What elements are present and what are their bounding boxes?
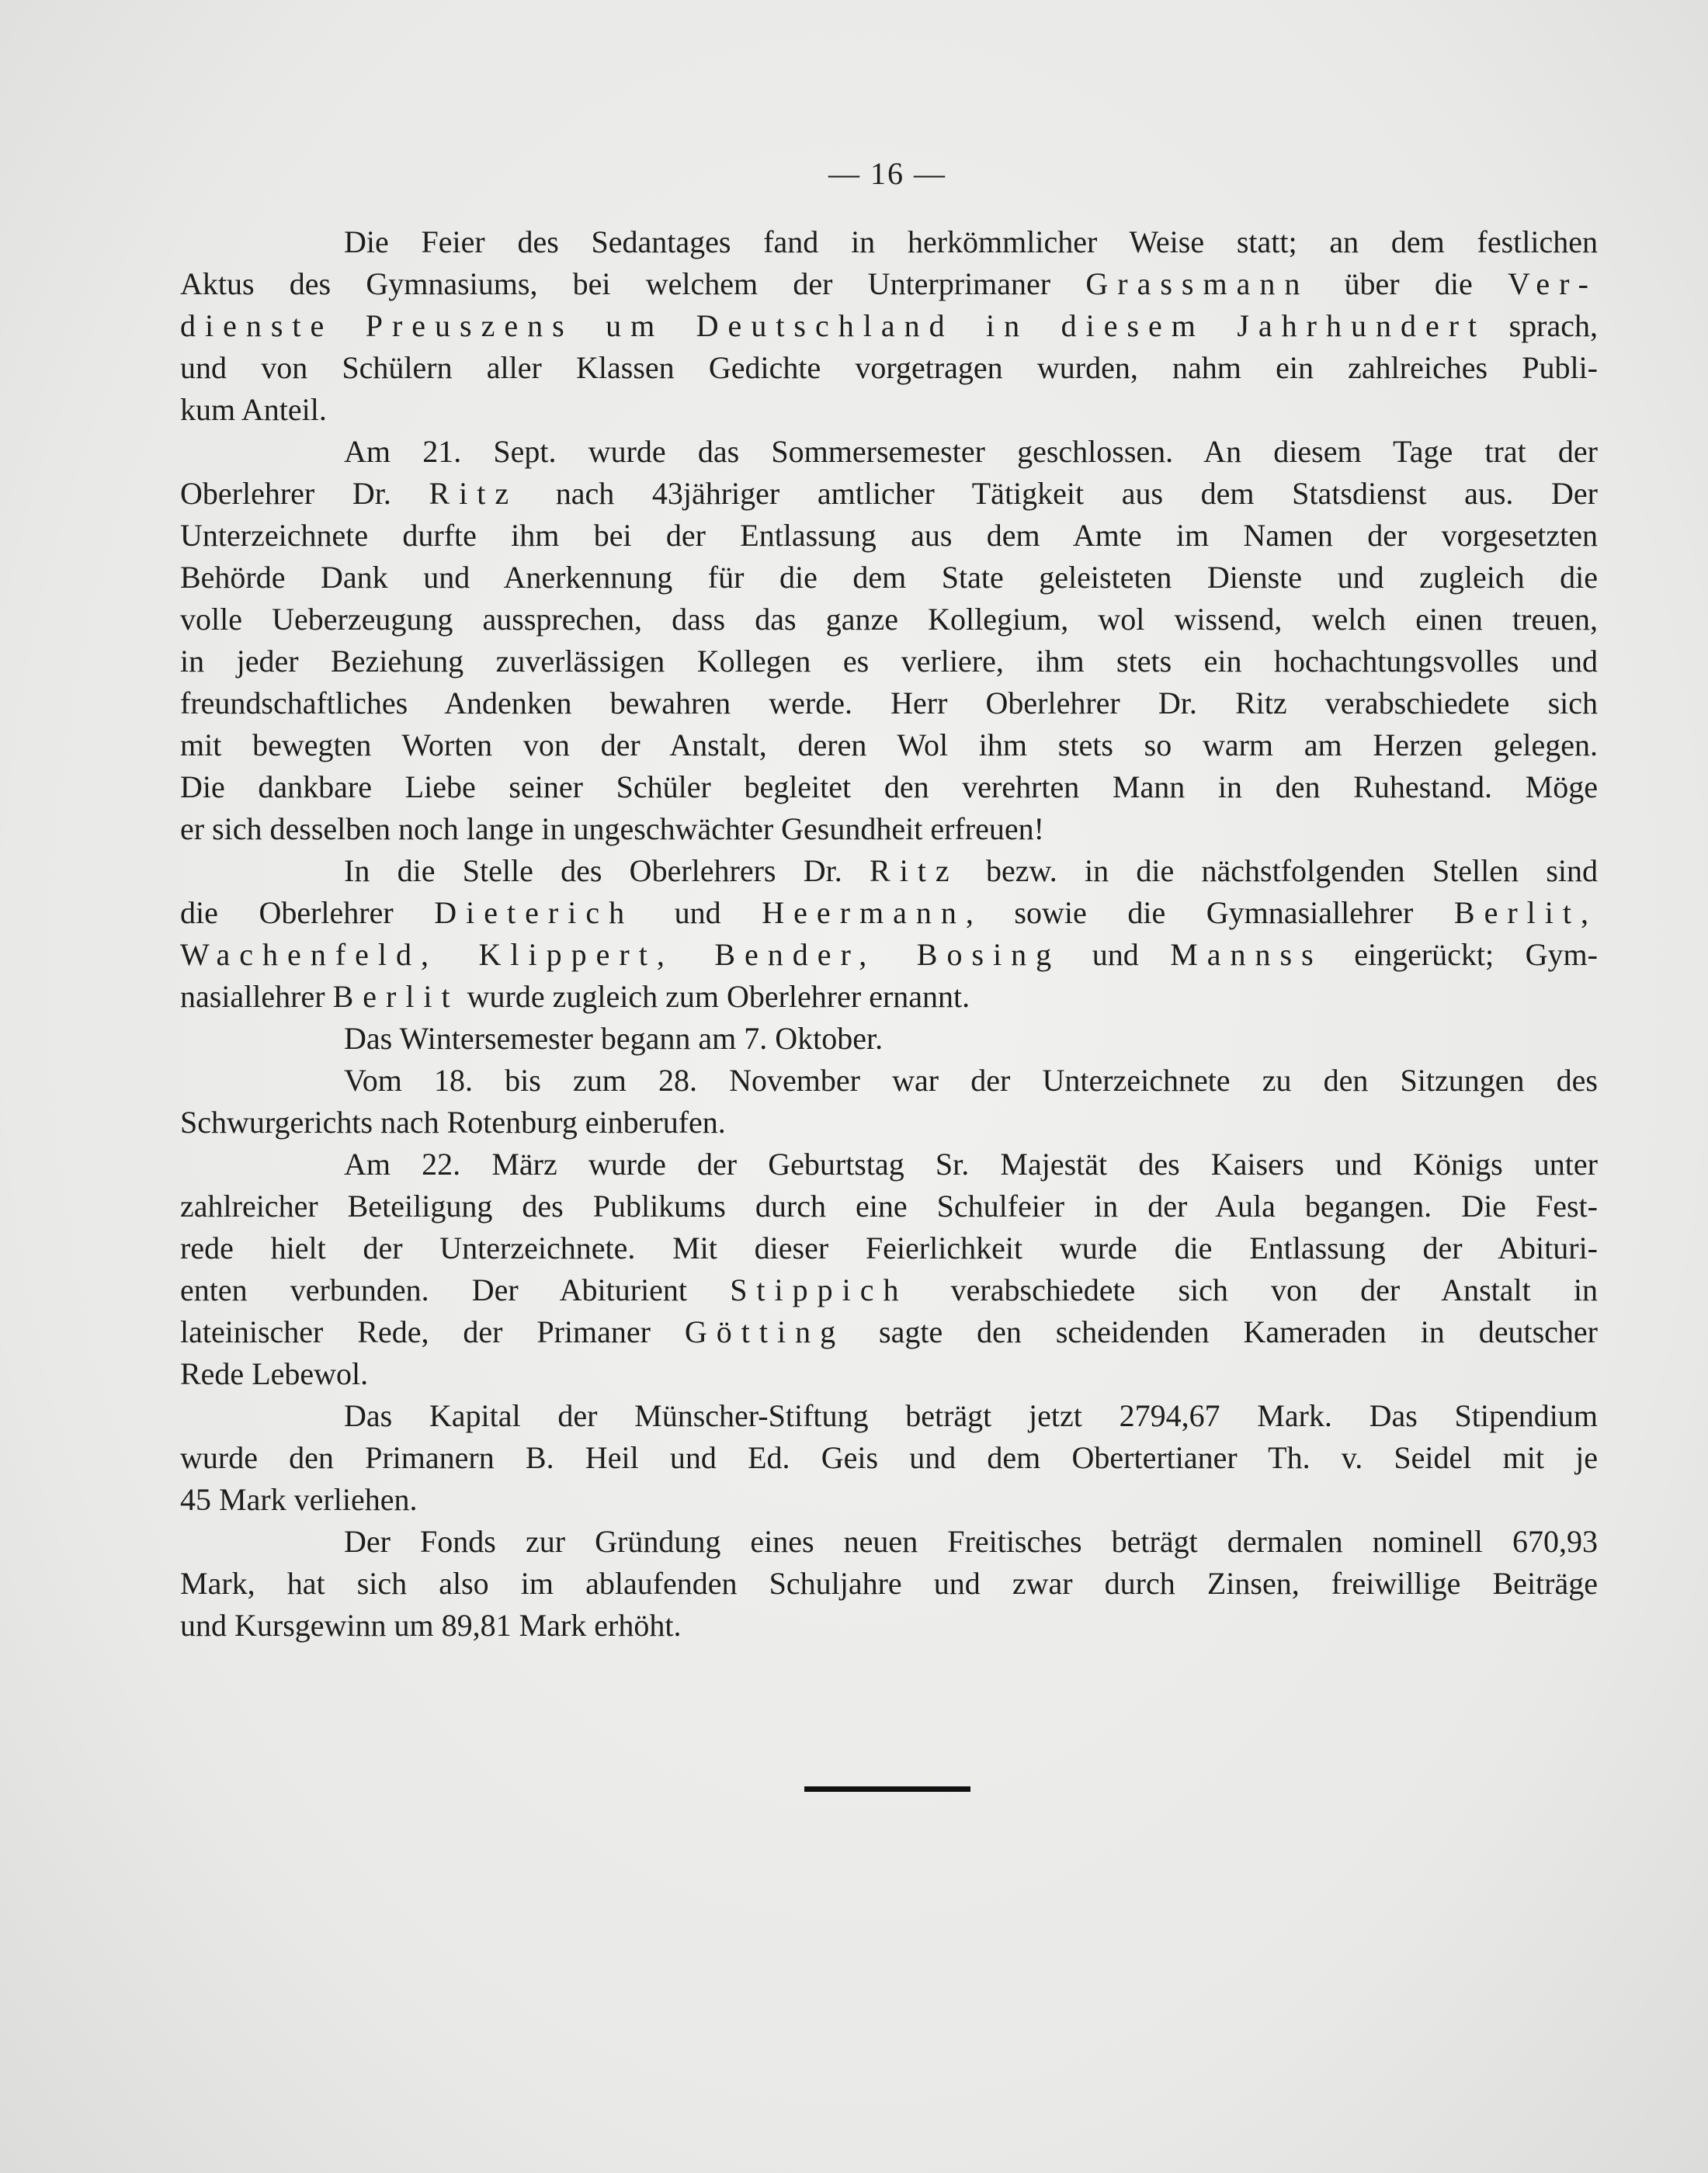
text-line	[180, 766, 1598, 808]
spaced-name-text: Dieterich	[434, 895, 634, 930]
text-segment: Schwurgerichts nach Rotenburg einberufen.	[180, 1105, 726, 1140]
text-line	[180, 1395, 1598, 1437]
text-segment: volle Ueberzeugung aussprechen, dass das ganze Kollegium, wol wissend, welch einen treuen,	[180, 602, 1598, 637]
text-segment: Die dankbare Liebe seiner Schüler begleitet den verehrten Mann in den Ruhestand. Möge	[180, 769, 1598, 804]
text-line	[180, 1353, 1598, 1395]
text-line	[180, 1227, 1598, 1269]
text-segment: die Oberlehrer	[180, 895, 435, 930]
text-line	[180, 263, 1598, 305]
text-line	[180, 599, 1598, 640]
paragraph	[180, 850, 1598, 1018]
spaced-name-text: Grassmann	[1085, 266, 1310, 301]
spaced-name-text: Mannss	[1170, 937, 1323, 972]
spaced-name-text: Ritz	[429, 476, 519, 511]
spaced-name-text: dienste Preuszens um Deutschland in diesem Jahrhundert	[180, 308, 1487, 343]
document-body	[180, 221, 1598, 1647]
text-line	[180, 850, 1598, 892]
text-segment: und von Schülern aller Klassen Gedichte vorgetragen wurden, nahm ein zahlreiches Publi-	[180, 350, 1598, 385]
paragraph	[180, 1018, 1598, 1060]
text-segment: Aktus des Gymnasiums, bei welchem der Unterprimaner	[180, 266, 1086, 301]
text-line	[180, 1185, 1598, 1227]
text-line	[180, 1060, 1598, 1102]
spaced-name-text: Berlit	[332, 979, 460, 1014]
text-line	[180, 1018, 1598, 1060]
text-segment: Vom 18. bis zum 28. November war der Unterzeichnete zu den Sitzungen des	[344, 1063, 1598, 1098]
text-segment: kum Anteil.	[180, 392, 327, 427]
text-segment: mit bewegten Worten von der Anstalt, deren Wol ihm stets so warm am Herzen gelegen.	[180, 727, 1598, 762]
paragraph	[180, 1060, 1598, 1144]
text-segment: Das Wintersemester begann am 7. Oktober.	[344, 1021, 884, 1056]
spaced-name-text: Götting	[684, 1314, 845, 1349]
text-segment: und	[634, 895, 762, 930]
text-segment: in jeder Beziehung zuverlässigen Kollegen es verliere, ihm stets ein hochachtungsvolles und	[180, 644, 1598, 679]
text-segment: Die Feier des Sedantages fand in herkömmlicher Weise statt; an dem festlichen	[344, 224, 1598, 259]
text-segment: Am 22. März wurde der Geburtstag Sr. Majestät des Kaisers und Königs unter	[344, 1147, 1598, 1182]
text-segment: wurde den Primanern B. Heil und Ed. Geis und dem Obertertianer Th. v. Seidel mit je	[180, 1440, 1598, 1475]
text-segment: Am 21. Sept. wurde das Sommersemester geschlossen. An diesem Tage trat der	[344, 434, 1598, 469]
text-line	[180, 1437, 1598, 1479]
text-segment: wurde zugleich zum Oberlehrer ernannt.	[459, 979, 970, 1014]
text-segment: nasiallehrer	[180, 979, 333, 1014]
paragraph	[180, 431, 1598, 850]
text-segment: Das Kapital der Münscher-Stiftung beträgt jetzt 2794,67 Mark. Das Stipendium	[344, 1398, 1598, 1433]
spaced-name-text: Berlit,	[1453, 895, 1599, 930]
spaced-name-text: Heermann	[762, 895, 966, 930]
text-line	[180, 724, 1598, 766]
text-line	[180, 1521, 1598, 1563]
text-line	[180, 473, 1598, 515]
text-segment: und	[1061, 937, 1171, 972]
text-line	[180, 1144, 1598, 1185]
text-line	[180, 1269, 1598, 1311]
text-segment: und Kursgewinn um 89,81 Mark erhöht.	[180, 1608, 682, 1643]
text-line	[180, 808, 1598, 850]
text-segment: nach 43jähriger amtlicher Tätigkeit aus dem Statsdienst aus. Der	[518, 476, 1598, 511]
text-segment: In die Stelle des Oberlehrers Dr.	[344, 853, 870, 888]
text-line	[180, 515, 1598, 557]
text-line	[180, 1605, 1598, 1647]
text-segment: rede hielt der Unterzeichnete. Mit dieser Feierlichkeit wurde die Entlassung der Abituri-	[180, 1231, 1598, 1265]
text-line	[180, 1311, 1598, 1353]
text-line	[180, 1102, 1598, 1144]
spaced-name-text: Wachenfeld, Klippert, Bender, Bosing	[180, 937, 1061, 972]
text-line	[180, 1479, 1598, 1521]
text-segment: Oberlehrer Dr.	[180, 476, 429, 511]
spaced-name-text: Ritz	[870, 853, 959, 888]
text-segment: sprach,	[1486, 308, 1598, 343]
section-end-rule	[804, 1786, 970, 1792]
text-line	[180, 1563, 1598, 1605]
text-segment: zahlreicher Beteiligung des Publikums durch eine Schulfeier in der Aula begangen. Die Fest-	[180, 1189, 1598, 1224]
text-segment: verabschiedete sich von der Anstalt in	[908, 1272, 1598, 1307]
text-segment: Der Fonds zur Gründung eines neuen Freitisches beträgt dermalen nominell 670,93	[344, 1524, 1598, 1559]
text-line	[180, 934, 1598, 976]
text-segment: bezw. in die nächstfolgenden Stellen sind	[958, 853, 1598, 888]
text-segment: er sich desselben noch lange in ungeschwächter Gesundheit erfreuen!	[180, 811, 1044, 846]
text-line	[180, 976, 1598, 1018]
text-segment: freundschaftliches Andenken bewahren werde. Herr Oberlehrer Dr. Ritz verabschiedete sich	[180, 686, 1598, 720]
text-segment: enten verbunden. Der Abiturient	[180, 1272, 731, 1307]
text-segment: über die	[1309, 266, 1508, 301]
text-line	[180, 557, 1598, 599]
text-segment: sagte den scheidenden Kameraden in deutscher	[845, 1314, 1598, 1349]
paragraph	[180, 1144, 1598, 1395]
text-segment: 45 Mark verliehen.	[180, 1482, 418, 1517]
text-line	[180, 347, 1598, 389]
text-line	[180, 640, 1598, 682]
spaced-name-text: Stippich	[730, 1272, 908, 1307]
text-line	[180, 892, 1598, 934]
paragraph	[180, 1521, 1598, 1647]
paragraph	[180, 1395, 1598, 1521]
text-line	[180, 389, 1598, 431]
text-line	[180, 431, 1598, 473]
text-segment: Unterzeichnete durfte ihm bei der Entlassung aus dem Amte im Namen der vorgesetzten	[180, 518, 1598, 553]
paragraph	[180, 221, 1598, 431]
text-segment: Mark, hat sich also im ablaufenden Schuljahre und zwar durch Zinsen, freiwillige Beiträge	[180, 1566, 1598, 1601]
spaced-name-text: Ver-	[1507, 266, 1598, 301]
text-segment: , sowie die Gymnasiallehrer	[965, 895, 1454, 930]
text-segment: Behörde Dank und Anerkennung für die dem State geleisteten Dienste und zugleich die	[180, 560, 1598, 595]
text-segment: lateinischer Rede, der Primaner	[180, 1314, 685, 1349]
text-line	[180, 682, 1598, 724]
text-segment: eingerückt; Gym-	[1322, 937, 1598, 972]
page-number: — 16 —	[828, 156, 946, 191]
text-segment: Rede Lebewol.	[180, 1356, 369, 1391]
text-line	[180, 305, 1598, 347]
text-line	[180, 221, 1598, 263]
